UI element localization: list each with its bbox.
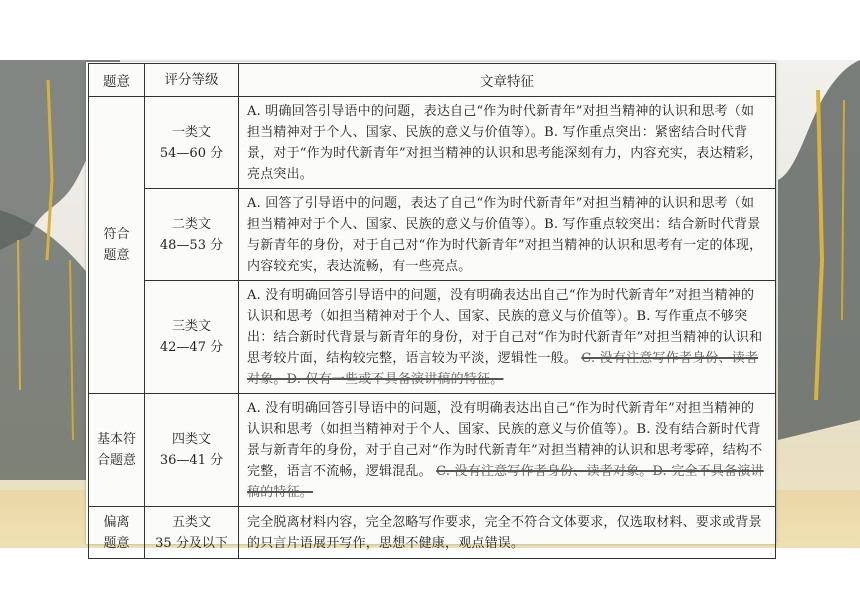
grade-cell xyxy=(145,189,239,281)
features-text: A. 回答了引导语中的问题，表达了自己“作为时代新青年”对担当精神的认识和思考（如担当精神对于个人、国家、民族的意义与价值等）。B. 写作重点较突出：结合新时代背景与新青年的身份，对于自己对“作为时代新青年”对担当精神的认识和思考有一定的体现，内容较充实，表达流畅，有一些亮点。 xyxy=(247,196,763,274)
group-off-topic xyxy=(89,507,145,559)
features-cell xyxy=(239,97,776,189)
grade-level: 五类文 xyxy=(171,514,211,530)
grade-level: 一类文 xyxy=(171,124,211,140)
grade-score: 36—41 分 xyxy=(159,453,224,468)
table-row xyxy=(89,189,776,281)
table-header-row xyxy=(89,64,776,97)
header-grade: 评分等级 xyxy=(145,64,239,97)
scoring-rubric-table xyxy=(88,63,776,559)
grade-level: 三类文 xyxy=(171,319,211,334)
features-cell xyxy=(239,507,776,559)
grade-cell xyxy=(145,281,239,394)
features-text: A. 没有明确回答引导语中的问题，没有明确表达出自己“作为时代新青年”对担当精神的认识和思考（如担当精神对于个人、国家、民族的意义与价值等）。B. 没有结合新时代背景与新青年的身份，对于自己对“作为时代新青年”对担当精神的认识和思考零碎，结构不完整，语言不流畅，逻辑混乱。 xyxy=(247,401,763,479)
top-margin xyxy=(0,0,860,60)
grade-cell xyxy=(145,97,239,189)
grade-score: 54—60 分 xyxy=(159,145,224,161)
struck-text: C. 没有注意写作者身份、读者对象。D. 仅有一些或不具备演讲稿的特征。 xyxy=(247,351,759,387)
features-cell xyxy=(239,189,776,281)
grade-score: 35 分及以下 xyxy=(155,535,228,551)
grade-level: 四类文 xyxy=(171,432,211,447)
right-mountain-illustration xyxy=(778,60,860,548)
features-text: A. 明确回答引导语中的问题，表达自己“作为时代新青年”对担当精神的认识和思考（如担当精神对于个人、国家、民族的意义与价值等）。B. 写作重点突出：紧密结合时代背景，对于“作为时代新青年”对担当精神的认识和思考能深刻有力，内容充实，表达精彩，亮点突出。 xyxy=(247,104,763,182)
group-label: 基本符 合题意 xyxy=(96,432,136,468)
features-cell xyxy=(239,281,776,394)
features-text: A. 没有明确回答引导语中的问题，没有明确表达出自己“作为时代新青年”对担当精神的认识和思考（如担当精神对于个人、国家、民族的意义与价值等）。B. 写作重点不够突出：结合新时代背景与新青年的身份，对于自己对“作为时代新青年”对担当精神的认识和思考较片面，结构较完整，语言较为平淡，逻辑性一般。 xyxy=(247,288,763,366)
header-topic: 题意 xyxy=(89,64,145,97)
group-label: 符合 题意 xyxy=(103,227,130,263)
grade-level: 二类文 xyxy=(171,216,211,232)
table-row xyxy=(89,507,776,559)
grade-cell xyxy=(145,507,239,559)
features-cell xyxy=(239,394,776,507)
table-row xyxy=(89,97,776,189)
features-text: 完全脱离材料内容，完全忽略写作要求，完全不符合文体要求，仅选取材料、要求或背景的只言片语展开写作，思想不健康，观点错误。 xyxy=(247,515,762,551)
group-fits-topic xyxy=(89,97,145,394)
table-row xyxy=(89,394,776,507)
table-row xyxy=(89,281,776,394)
grade-score: 48—53 分 xyxy=(159,237,224,253)
grade-cell xyxy=(145,394,239,507)
group-label: 偏离 题意 xyxy=(103,514,130,551)
struck-text: C. 没有注意写作者身份、读者对象。D. 完全不具备演讲稿的特征。 xyxy=(247,464,764,500)
group-basically-fits xyxy=(89,394,145,507)
header-features: 文章特征 xyxy=(239,64,776,97)
grade-score: 42—47 分 xyxy=(159,340,224,355)
